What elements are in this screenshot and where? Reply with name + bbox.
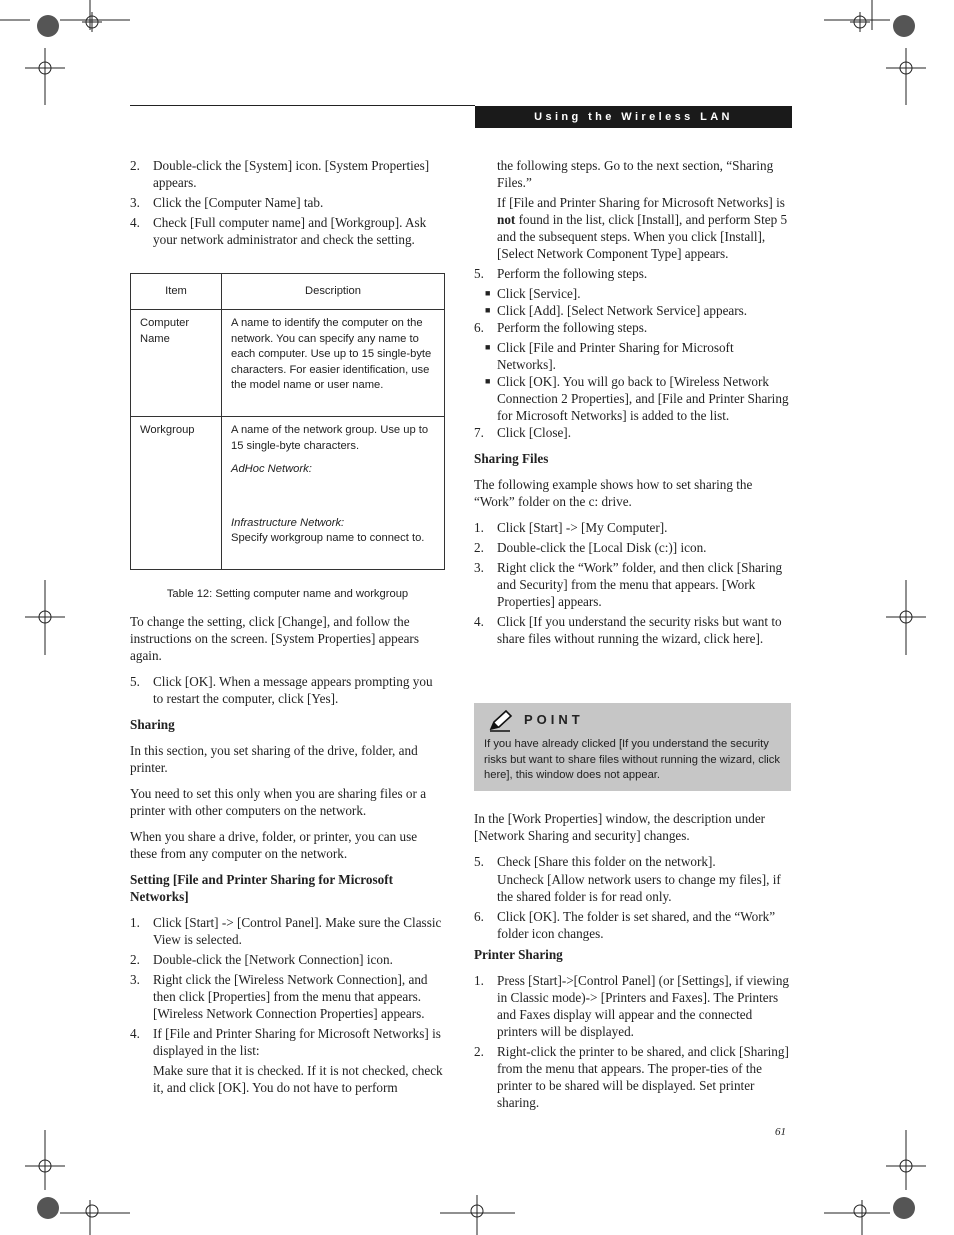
table-cell-desc: A name to identify the computer on the network. You can specify any name to each computer. Use up to 15 single-byte characters. For easier identification, use the model name or user name. [222,310,445,417]
bullet-item: ■ Click [Add]. [Select Network Service] appears. [485,303,748,318]
list-item: 1. Press [Start]->[Control Panel] (or [Settings], if viewing in Classic mode)-> [Printers and Faxes]. The Printers and Faxes display will appear and the connected printers will be displayed. [474,973,790,1039]
left-column [130,157,446,1099]
section-heading: Sharing [130,717,175,732]
list-item: 4. Check [Full computer name] and [Workgroup]. Ask your network administrator and check the setting. [130,215,427,247]
section-header: Using the Wireless LAN [475,106,792,128]
paragraph: When you share a drive, folder, or printer, you can use these from any computer on the network. [130,829,418,861]
list-item: 4. If [File and Printer Sharing for Microsoft Networks] is displayed in the list: [130,1026,441,1058]
list-item: 5. Check [Share this folder on the network]. [474,854,716,869]
right-column-lower [474,810,792,1114]
list-item: 7. Click [Close]. [474,425,571,440]
bullet-item: ■ Click [OK]. You will go back to [Wireless Network Connection 2 Properties], and [File and Printer Sharing for Microsoft Networks] is added to the list. [485,374,789,423]
paragraph: You need to set this only when you are sharing files or a printer with other computers on the network. [130,786,427,818]
paragraph: To change the setting, click [Change], and follow the instructions on the screen. [System Properties] appears again. [130,614,419,663]
section-heading: Setting [File and Printer Sharing for Microsoft Networks] [130,872,393,904]
list-item-continuation: If [File and Printer Sharing for Microsoft Networks] is not found in the list, click [Install], and perform Step 5 and the subsequent steps. When you click [Install], [Select Network Component Type] appears. [497,195,788,261]
list-item-continuation: Uncheck [Allow network users to change my files], if the shared folder is for read only. [497,872,781,904]
list-item: 1. Click [Start] -> [Control Panel]. Make sure the Classic View is selected. [130,915,442,947]
paragraph: In this section, you set sharing of the drive, folder, and printer. [130,743,418,775]
list-item: 4. Click [If you understand the security risks but want to share files without running the wizard, click here]. [474,614,782,646]
list-item: 3. Right click the “Work” folder, and then click [Sharing and Security] from the menu that appears. [Work Properties] appears. [474,560,783,609]
paragraph: In the [Work Properties] window, the description under [Network Sharing and security] changes. [474,811,766,843]
table-cell-item: Workgroup [131,417,222,570]
table-caption: Table 12: Setting computer name and workgroup [166,588,409,600]
section-heading: Sharing Files [474,451,549,466]
list-item: 2. Double-click the [Local Disk (c:)] icon. [474,540,707,555]
list-item: 3. Click the [Computer Name] tab. [130,195,324,210]
header-rule [130,105,475,106]
list-item: 5. Perform the following steps. [474,266,648,281]
list-item: 3. Right click the [Wireless Network Connection], and then click [Properties] from the menu that appears. [Wireless Network Connection Properties] appears. [130,972,428,1021]
list-item: 2. Right-click the printer to be shared, and click [Sharing] from the menu that appears. The proper-ties of the printer to be shared will be displayed. Set printer sharing. [474,1044,789,1110]
list-item-continuation: Make sure that it is checked. If it is not checked, check it, and click [OK]. You do not have to perform [153,1063,443,1095]
table-row [131,310,445,417]
point-title: POINT [524,712,584,727]
table-header: Item [131,274,222,310]
point-note-box [474,703,791,791]
paragraph: The following example shows how to set sharing the “Work” folder on the c: drive. [474,477,753,509]
list-item: 2. Double-click the [Network Connection] icon. [130,952,393,967]
right-column [474,157,792,650]
section-heading: Printer Sharing [474,947,563,962]
bullet-item: ■ Click [Service]. [485,286,581,301]
list-item: 1. Click [Start] -> [My Computer]. [474,520,668,535]
list-item: 6. Click [OK]. The folder is set shared, and the “Work” folder icon changes. [474,909,776,941]
list-item-continuation: the following steps. Go to the next section, “Sharing Files.” [497,158,774,190]
table-cell-item: Computer Name [131,310,222,417]
settings-table [130,273,445,570]
table-cell-desc: A name of the network group. Use up to 15 single-byte characters. AdHoc Network: Infrastructure Network: Specify workgroup name to connect to. [222,417,445,570]
point-text: If you have already clicked [If you understand the security risks but want to share files without running the wizard, click here], this window does not appear. [484,738,780,781]
table-row [131,417,445,570]
bullet-item: ■ Click [File and Printer Sharing for Microsoft Networks]. [485,340,734,372]
page-number: 61 [775,1126,786,1138]
list-item: 5. Click [OK]. When a message appears prompting you to restart the computer, click [Yes]. [130,674,433,706]
list-item: 2. Double-click the [System] icon. [System Properties] appears. [130,158,430,190]
list-item: 6. Perform the following steps. [474,320,648,335]
pencil-icon [488,709,514,733]
table-header: Description [222,274,445,310]
